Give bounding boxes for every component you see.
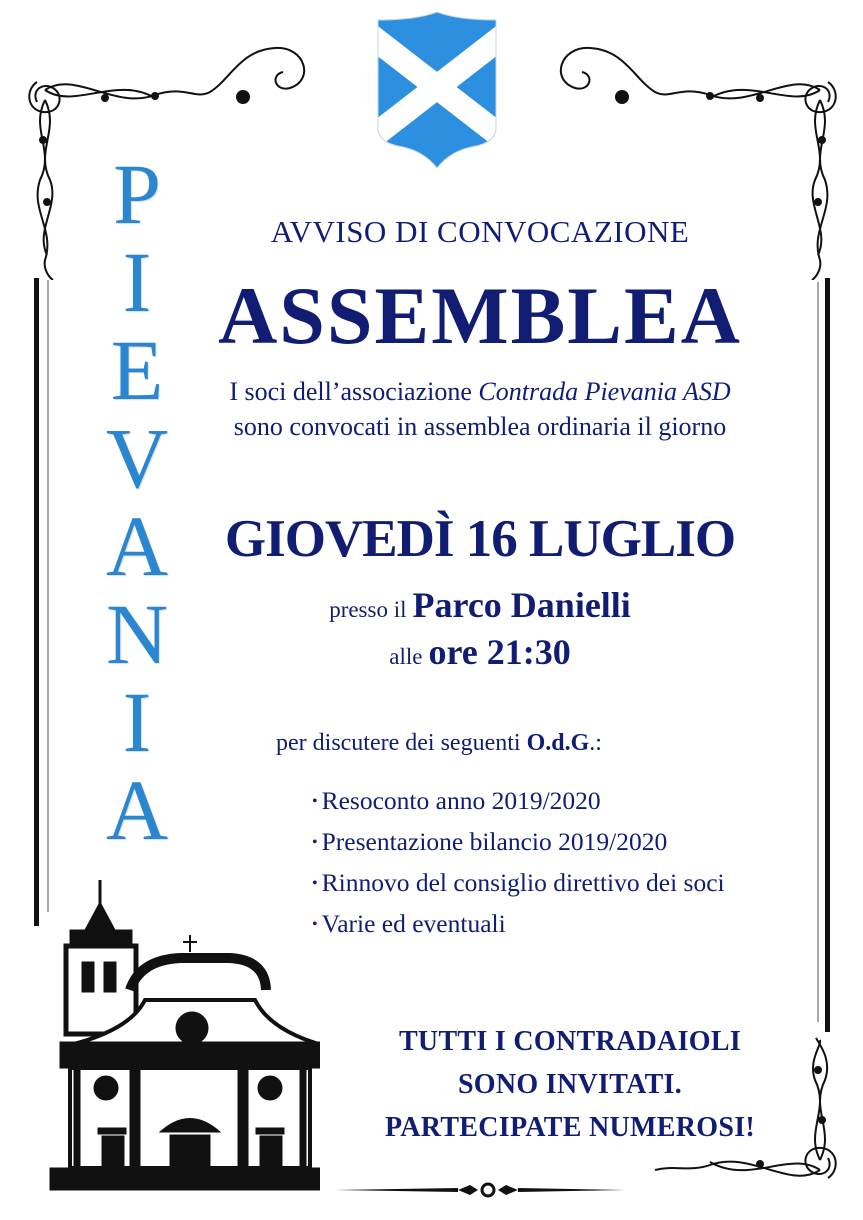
meeting-date: GIOVEDÌ 16 LUGLIO [224, 510, 736, 568]
side-title-letter: I [122, 234, 152, 330]
place-prefix: presso il [329, 597, 407, 622]
intro-text [190, 374, 770, 444]
left-border-thick [34, 278, 39, 926]
side-title-letter: V [105, 410, 169, 506]
side-title-letter: I [122, 674, 152, 770]
closing-message [350, 1020, 790, 1149]
list-item: • Varie ed eventuali [312, 905, 725, 946]
right-border-thin [817, 282, 819, 1022]
side-title-letter: A [105, 498, 169, 594]
closing-line: TUTTI I CONTRADAIOLI [398, 1026, 742, 1057]
church-facade-drawing-icon [30, 880, 320, 1200]
intro-line-1: I soci dell’associazione Contrada Pievania ASD [229, 377, 731, 406]
ornament-divider-icon [330, 1180, 630, 1200]
shield-saltire-icon [376, 12, 498, 168]
agenda-list [312, 782, 725, 946]
side-title-letter: P [113, 146, 161, 242]
closing-line: PARTECIPATE NUMEROSI! [384, 1112, 756, 1143]
agenda-intro: per discutere dei seguenti O.d.G.: [276, 730, 602, 756]
left-border-thin [47, 280, 49, 912]
list-item: • Resoconto anno 2019/2020 [312, 782, 725, 823]
side-title-letter: N [105, 586, 169, 682]
right-border-thick [825, 278, 830, 1032]
side-title-letter: E [110, 322, 164, 418]
notice-heading: AVVISO DI CONVOCAZIONE [270, 214, 690, 249]
intro-line-2: sono convocati in assemblea ordinaria il giorno [233, 412, 727, 441]
side-title-pievania [82, 146, 192, 858]
page-title: ASSEMBLEA [218, 270, 742, 361]
place-name: Parco Danielli [412, 585, 631, 625]
odg-label: O.d.G [526, 730, 590, 756]
side-title-letter: A [105, 762, 169, 858]
closing-line: SONO INVITATI. [457, 1069, 683, 1100]
association-name: Contrada Pievania ASD [478, 377, 731, 406]
list-item: • Presentazione bilancio 2019/2020 [312, 823, 725, 864]
time-prefix: alle [389, 644, 423, 669]
list-item: • Rinnovo del consiglio direttivo dei soci [312, 864, 725, 905]
meeting-time [190, 628, 770, 684]
time-value: ore 21:30 [428, 632, 571, 672]
